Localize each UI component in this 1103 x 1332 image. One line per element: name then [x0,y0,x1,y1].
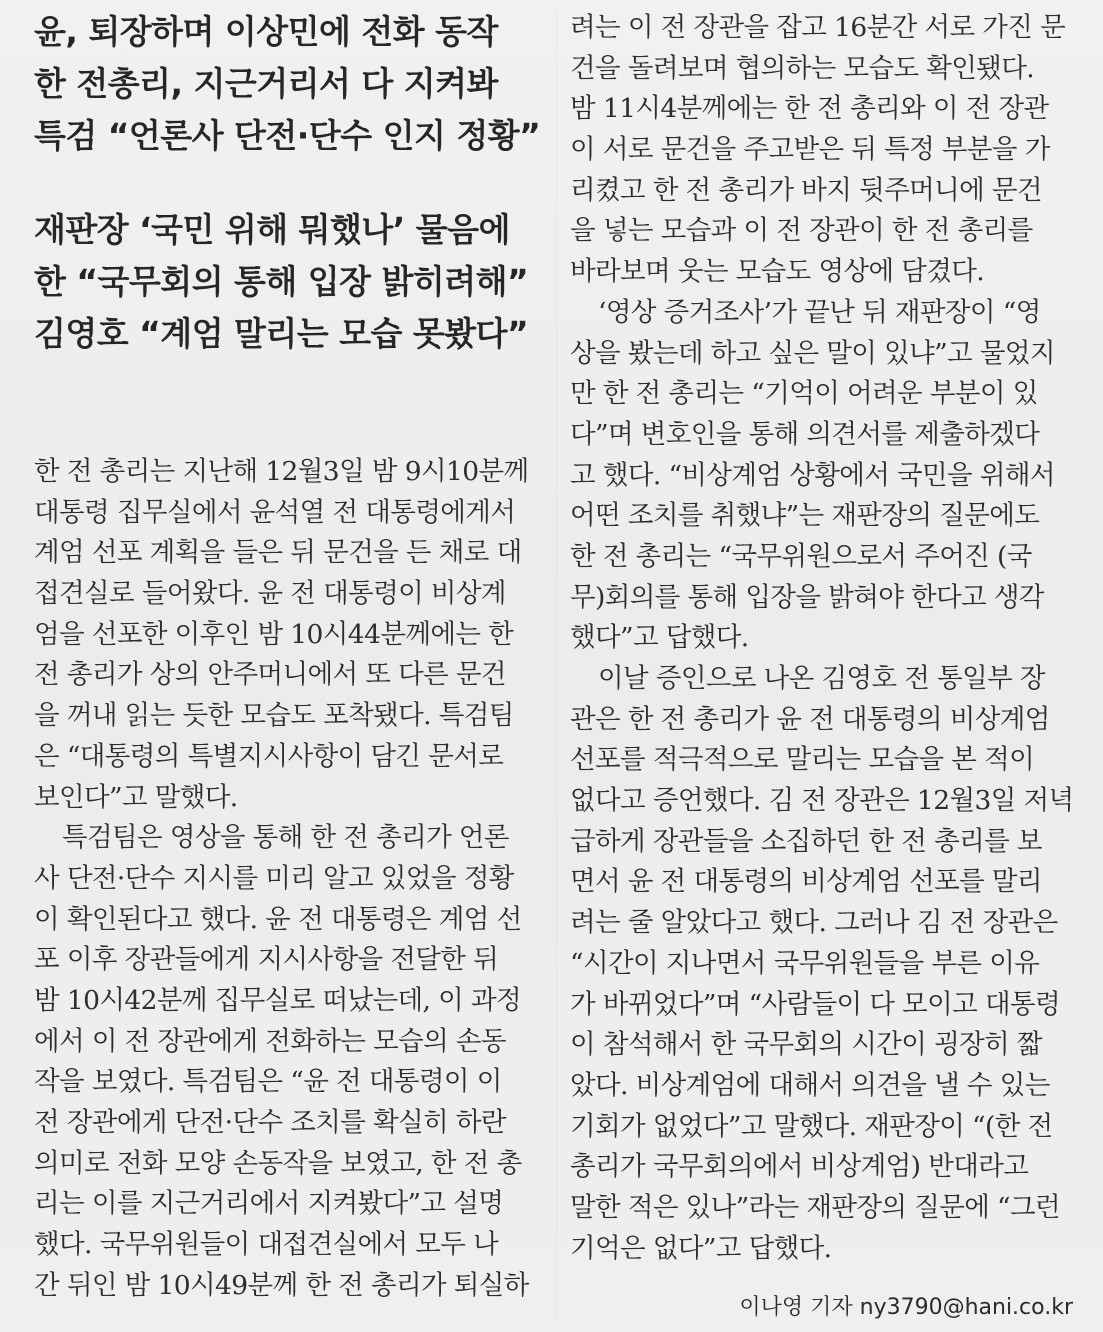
body-line: 려는 이 전 장관을 잡고 16분간 서로 가진 문 [570,12,1066,43]
body-line: 접견실로 들어왔다. 윤 전 대통령이 비상계 [34,578,506,610]
body-line: 면서 윤 전 대통령의 비상계엄 선포를 말리 [570,866,1042,898]
body-line: 에서 이 전 장관에게 전화하는 모습의 손동 [34,1025,506,1057]
body-line: 기회가 없었다”고 말했다. 재판장이 “(한 전 [570,1110,1053,1142]
body-line: “시간이 지나면서 국무위원들을 부른 이유 [570,947,1040,979]
body-line: 이 확인된다고 했다. 윤 전 대통령은 계엄 선 [34,903,522,935]
column-divider [556,10,557,1320]
body-line: 보인다”고 말했다. [34,781,238,813]
body-line: 바라보며 웃는 모습도 영상에 담겼다. [570,256,985,288]
body-line: 은 “대통령의 특별지시사항이 담긴 문서로 [34,740,504,772]
body-line: 총리가 국무회의에서 비상계엄) 반대라고 [570,1151,1029,1183]
headline-line: 윤, 퇴장하며 이상민에 전화 동작 [34,12,498,51]
body-line: 리켰고 한 전 총리가 바지 뒷주머니에 문건 [570,174,1042,206]
body-line: 무)회의를 통해 입장을 밝혀야 한다고 생각 [570,581,1044,613]
body-line: 가 바뀌었다”며 “사람들이 다 모이고 대통령 [570,988,1060,1020]
headline-group-sub [34,204,542,360]
body-line: 기억은 없다”고 답했다. [570,1232,832,1264]
body-line: 선포를 적극적으로 말리는 모습을 본 적이 [570,744,1035,776]
headline-line: 특검 “언론사 단전·단수 인지 정황” [34,116,541,155]
body-line: 어떤 조치를 취했냐”는 재판장의 질문에도 [570,500,1040,532]
body-line: 이 서로 문건을 주고받은 뒤 특정 부분을 가 [570,134,1050,166]
body-line: 다”며 변호인을 통해 의견서를 제출하겠다 [570,418,1040,450]
body-line: 리는 이를 지근거리에서 지켜봤다”고 설명 [34,1188,504,1220]
body-line: 포 이후 장관들에게 지시사항을 전달한 뒤 [34,944,499,976]
body-line: 상을 봤는데 하고 싶은 말이 있냐”고 물었지 [570,337,1055,369]
body-line: 관은 한 전 총리가 윤 전 대통령의 비상계엄 [570,703,1050,735]
body-line: 만 한 전 총리는 “기억이 어려운 부분이 있 [570,378,1038,410]
body-line-paragraph-start: 이날 증인으로 나온 김영호 전 통일부 장 [598,663,1045,694]
body-line: 엄을 선포한 이후인 밤 10시44분께에는 한 [34,618,514,650]
body-line: 계엄 선포 계획을 들은 뒤 문건을 든 채로 대 [34,537,522,569]
body-line: 전 장관에게 단전·단수 조치를 확실히 하란 [34,1107,506,1138]
body-line: 없다고 증언했다. 김 전 장관은 12월3일 저녁 [570,785,1074,817]
body-line: 밤 10시42분께 집무실로 떠났는데, 이 과정 [34,984,521,1016]
headline-group-main [34,6,542,162]
body-line: 았다. 비상계엄에 대해서 의견을 낼 수 있는 [570,1069,1050,1101]
body-line: 을 넣는 모습과 이 전 장관이 한 전 총리를 [570,215,1033,247]
body-line-paragraph-start: 특검팀은 영상을 통해 한 전 총리가 언론 [62,822,509,854]
body-line: 간 뒤인 밤 10시49분께 한 전 총리가 퇴실하 [34,1269,529,1301]
body-line: 급하게 장관들을 소집하던 한 전 총리를 보 [570,825,1042,857]
body-line: 한 전 총리는 “국무위원으로서 주어진 (국 [570,540,1032,572]
body-line: 건을 돌려보며 협의하는 모습도 확인됐다. [570,52,1035,84]
headline-line: 한 “국무회의 통해 입장 밝히려해” [34,262,529,301]
reporter-byline: 이나영 기자 ny3790@hani.co.kr [739,1295,1073,1320]
body-line: 말한 적은 있나”라는 재판장의 질문에 “그런 [570,1191,1060,1223]
body-line: 한 전 총리는 지난해 12월3일 밤 9시10분께 [34,456,529,487]
body-line: 이 참석해서 한 국무회의 시간이 굉장히 짧 [570,1029,1042,1061]
headline-line: 한 전총리, 지근거리서 다 지켜봐 [34,64,498,103]
body-line: 의미로 전화 모양 손동작을 보였고, 한 전 총 [34,1147,522,1179]
body-line: 작을 보였다. 특검팀은 “윤 전 대통령이 이 [34,1066,502,1098]
body-line: 전 총리가 상의 안주머니에서 또 다른 문건 [34,659,506,691]
body-line: 했다”고 답했다. [570,622,749,654]
body-line-paragraph-start: ‘영상 증거조사’가 끝난 뒤 재판장이 “영 [598,296,1041,328]
body-line: 사 단전·단수 지시를 미리 알고 있었을 정황 [34,862,514,894]
body-line: 을 꺼내 읽는 듯한 모습도 포착됐다. 특검팀 [34,700,514,732]
body-line: 밤 11시4분께에는 한 전 총리와 이 전 장관 [570,93,1049,125]
body-line: 려는 줄 알았다고 했다. 그러나 김 전 장관은 [570,907,1058,939]
body-line: 대통령 집무실에서 윤석열 전 대통령에게서 [34,496,516,528]
headline-line: 재판장 ‘국민 위해 뭐했나’ 물음에 [34,210,510,249]
body-line: 고 했다. “비상계엄 상황에서 국민을 위해서 [570,459,1055,491]
headline-line: 김영호 “계엄 말리는 모습 못봤다” [34,314,529,353]
body-line: 했다. 국무위원들이 대접견실에서 모두 나 [34,1229,499,1261]
article-body-right [570,8,1075,1269]
article-body-left [34,452,544,1306]
headline-column [34,6,542,360]
